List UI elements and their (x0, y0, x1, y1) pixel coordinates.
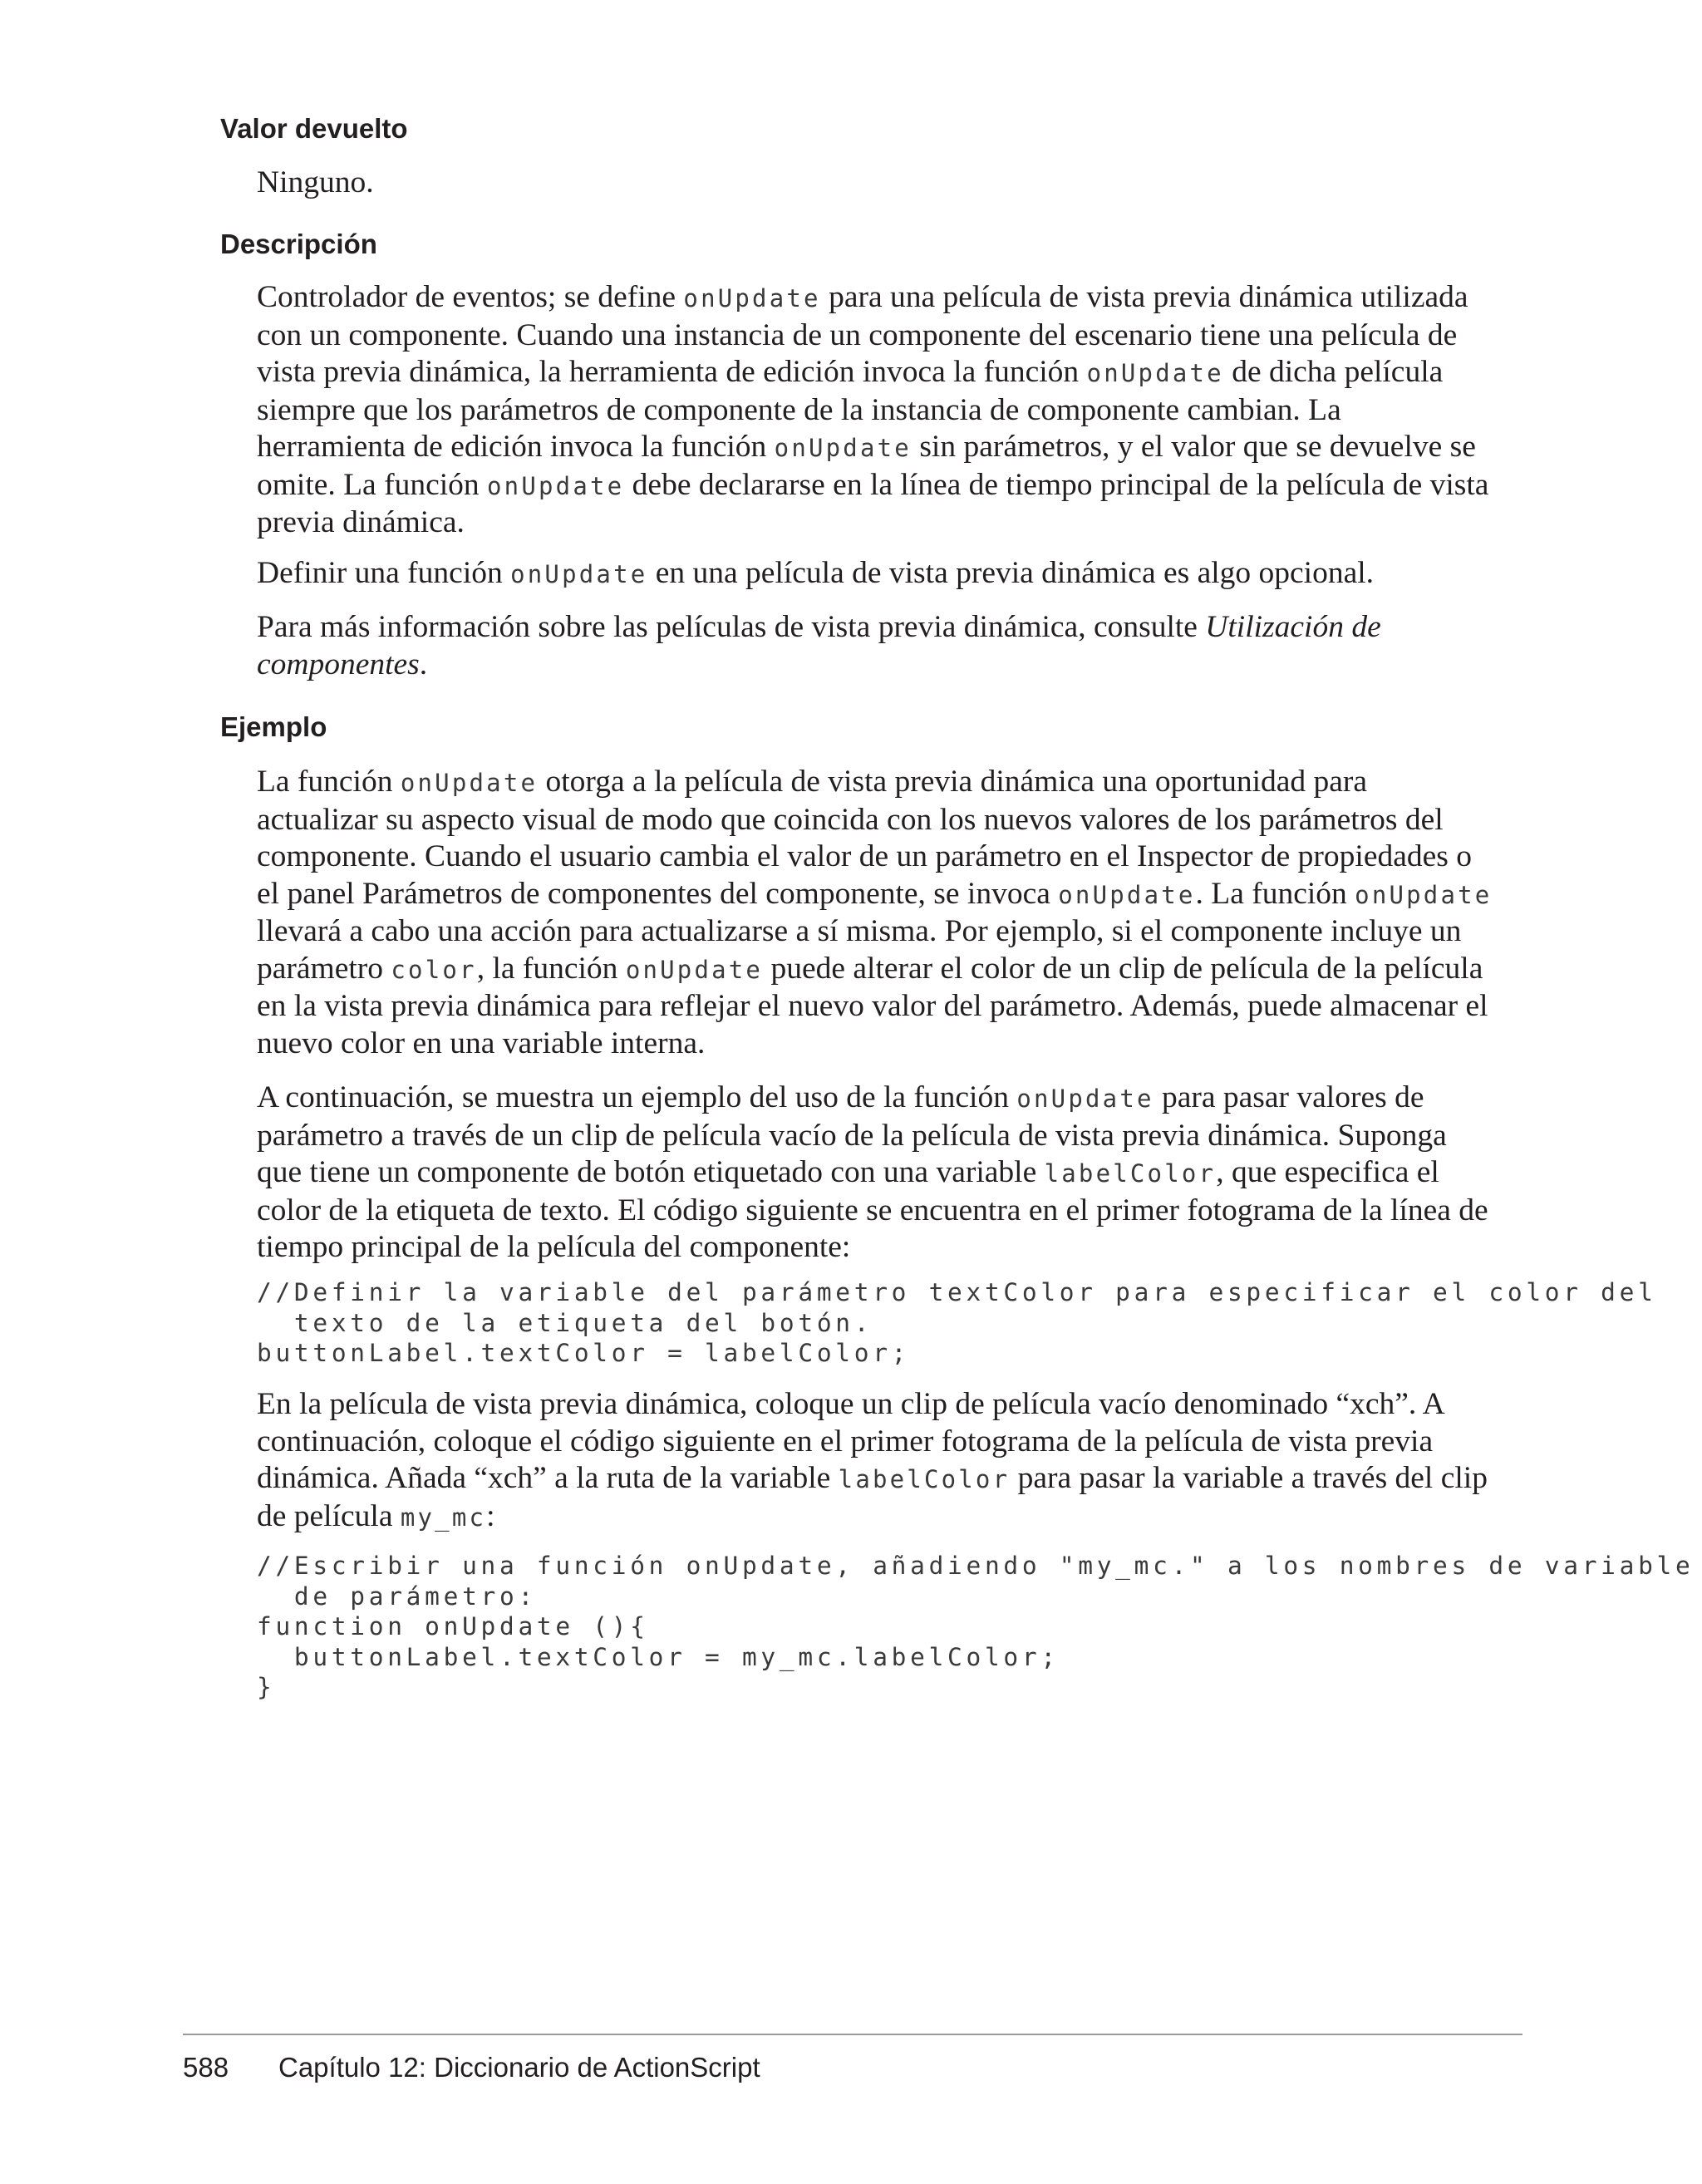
inline-code: labelColor (1044, 1159, 1217, 1188)
text-line (257, 1386, 1520, 1424)
text-line (257, 802, 1520, 839)
inline-code: onUpdate (1355, 880, 1493, 909)
text-run: otorga a la película de vista previa dinámica una oportunidad para (538, 765, 1368, 799)
code-line: function onUpdate (){ (257, 1612, 649, 1640)
text-line (257, 876, 1520, 914)
text-run: debe declararse en la línea de tiempo principal de la película de vista (624, 467, 1489, 502)
inline-code: onUpdate (683, 284, 821, 312)
inline-code: onUpdate (510, 560, 648, 588)
inline-code: onUpdate (1016, 1085, 1154, 1113)
text-line (257, 354, 1520, 392)
footer-rule (183, 2034, 1522, 2035)
text-run: tiempo principal de la película del componente: (257, 1230, 851, 1264)
text-run: nuevo color en una variable interna. (257, 1026, 706, 1060)
text-line (257, 839, 1520, 876)
text-run: A continuación, se muestra un ejemplo del uso de la función (257, 1080, 1017, 1114)
text-run: La función (257, 765, 401, 799)
text-line (257, 951, 1520, 989)
code-line: texto de la etiqueta del botón. (257, 1308, 873, 1337)
text-line (257, 504, 1520, 542)
page-number: 588 (183, 2052, 229, 2083)
text-run: el panel Parámetros de componentes del componente, se invoca (257, 876, 1059, 911)
text-line (257, 392, 1520, 430)
text-line (257, 555, 1520, 593)
text-run: actualizar su aspecto visual de modo que coincida con los nuevos valores de los parámetros del (257, 802, 1444, 837)
text-run: que tiene un componente de botón etiquetado con una variable (257, 1155, 1045, 1189)
code-line: //Escribir una función onUpdate, añadiendo "my_mc." a los nombres de variable (257, 1552, 1695, 1580)
text-run: omite. La función (257, 467, 488, 502)
code-line: } (257, 1673, 276, 1701)
text-run: vista previa dinámica, la herramienta de edición invoca la función (257, 355, 1087, 389)
text-run: . La función (1195, 876, 1355, 911)
example-heading: Ejemplo (220, 711, 327, 742)
inline-code: color (391, 955, 477, 984)
text-run: puede alterar el color de un clip de película de la película (763, 951, 1483, 986)
text-run: sin parámetros, y el valor que se devuelve se (911, 430, 1476, 464)
inline-code: onUpdate (774, 434, 912, 462)
code-line: buttonLabel.textColor = labelColor; (257, 1339, 911, 1367)
text-run: , la función (476, 951, 626, 986)
text-run: llevará a cabo una acción para actualizarse a sí misma. Por ejemplo, si el componente incluye un (257, 914, 1462, 948)
example-paragraph-1 (257, 764, 1520, 1062)
text-run: para pasar la variable a través del clip (1010, 1461, 1488, 1495)
text-line (257, 1498, 1520, 1537)
text-run: de película (257, 1498, 401, 1533)
text-line (257, 1193, 1520, 1230)
text-run: parámetro a través de un clip de película vacío de la película de vista previa dinámica. Suponga (257, 1118, 1447, 1153)
text-run: siempre que los parámetros de componente de la instancia de componente cambian. La (257, 392, 1341, 427)
text-run: en una película de vista previa dinámica es algo opcional. (647, 556, 1375, 590)
chapter-title: Capítulo 12: Diccionario de ActionScript (278, 2052, 760, 2083)
text-line (257, 1460, 1520, 1498)
text-run: previa dinámica. (257, 505, 465, 539)
text-run: continuación, coloque el código siguiente en el primer fotograma de la película de vista previa (257, 1424, 1434, 1458)
inline-code: onUpdate (1086, 359, 1224, 387)
text-line (257, 279, 1520, 317)
description-paragraph-2 (257, 555, 1520, 593)
text-run: de dicha película (1223, 355, 1444, 389)
text-line (257, 913, 1520, 951)
return-value-heading: Valor devuelto (220, 113, 408, 144)
text-run: en la vista previa dinámica para reflejar el nuevo valor del parámetro. Además, puede almacenar el (257, 989, 1488, 1023)
code-line: //Definir la variable del parámetro textColor para especificar el color del (257, 1278, 1657, 1306)
text-run: : (486, 1498, 495, 1533)
text-line (257, 317, 1520, 355)
description-heading: Descripción (220, 229, 377, 259)
text-line (257, 1154, 1520, 1193)
text-line (257, 1424, 1520, 1461)
text-line (257, 1026, 1520, 1063)
text-line (257, 1229, 1520, 1267)
text-run: , que especifica el (1216, 1155, 1439, 1189)
text-run: En la película de vista previa dinámica, coloque un clip de película vacío denominado “xch”. A (257, 1387, 1445, 1421)
example-paragraph-2 (257, 1080, 1520, 1267)
text-run: con un componente. Cuando una instancia de un componente del escenario tiene una película de (257, 317, 1458, 352)
text-run: Definir una función (257, 556, 511, 590)
inline-code: onUpdate (487, 471, 625, 500)
text-line (257, 1080, 1520, 1118)
text-run: herramienta de edición invoca la función (257, 430, 775, 464)
text-run: componente. Cuando el usuario cambia el valor de un parámetro en el Inspector de propiedades o (257, 839, 1472, 873)
text-line (257, 988, 1520, 1026)
inline-code: labelColor (838, 1465, 1011, 1493)
code-block-2 (257, 1551, 1694, 1703)
description-paragraph-3: Para más información sobre las películas de vista previa dinámica, consulte Utilización de componentes. (257, 610, 1381, 681)
inline-code: my_mc (400, 1503, 487, 1532)
text-run: para una película de vista previa dinámica utilizada (820, 280, 1468, 314)
description-paragraph-1 (257, 279, 1520, 542)
inline-code: onUpdate (625, 955, 764, 984)
return-value-text: Ninguno. (257, 165, 374, 199)
text-line (257, 1118, 1520, 1155)
code-block-1 (257, 1277, 1657, 1369)
text-line (257, 764, 1520, 802)
inline-code: onUpdate (400, 769, 539, 797)
text-run: para pasar valores de (1154, 1080, 1424, 1114)
text-line (257, 429, 1520, 467)
text-run: dinámica. Añada “xch” a la ruta de la variable (257, 1461, 839, 1495)
text-run: color de la etiqueta de texto. El código siguiente se encuentra en el primer fotograma de la línea de (257, 1193, 1488, 1227)
text-run: Controlador de eventos; se define (257, 280, 684, 314)
text-run: parámetro (257, 951, 391, 986)
text-line (257, 467, 1520, 505)
code-line: buttonLabel.textColor = my_mc.labelColor; (257, 1642, 1060, 1671)
code-line: de parámetro: (257, 1581, 537, 1611)
inline-code: onUpdate (1058, 880, 1196, 909)
example-paragraph-3 (257, 1386, 1520, 1536)
